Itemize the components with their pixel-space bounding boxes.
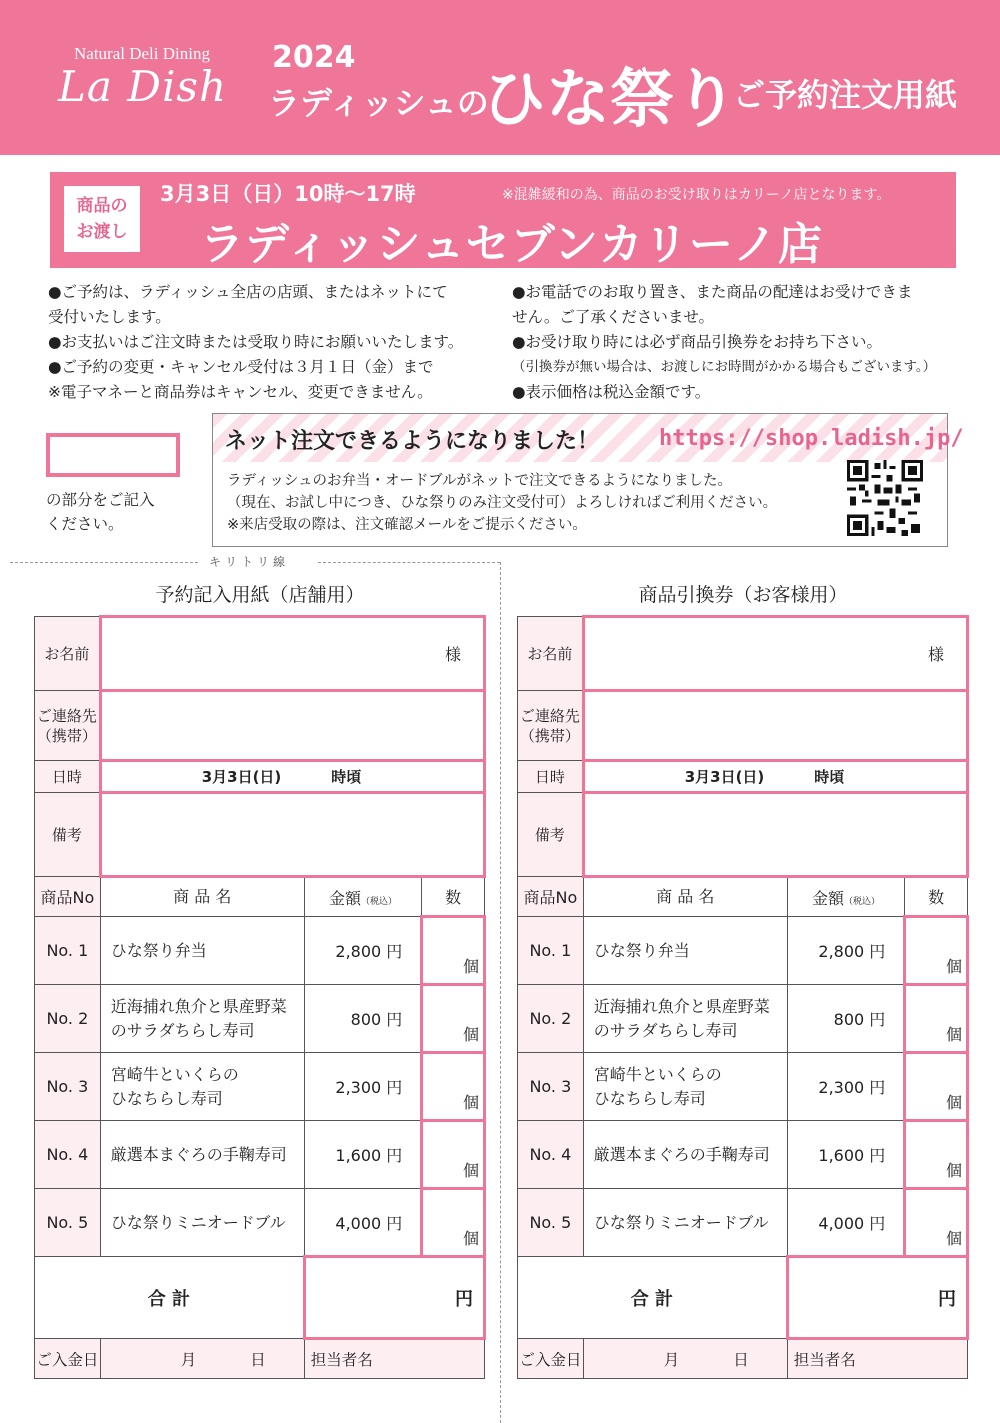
note-line: せん。ご了承くださいませ。 xyxy=(512,308,714,326)
paid-label: ご入金日 xyxy=(35,1339,101,1379)
brand-logo: La Dish xyxy=(58,62,227,111)
note-line: ●お支払いはご注文時または受取り時にお願いいたします。 xyxy=(48,333,464,351)
legend-line2: ください。 xyxy=(46,515,124,533)
col-qty-header: 数 xyxy=(422,877,485,917)
pickup-date: 3月3日（日）10時～17時 xyxy=(160,182,416,206)
table-row xyxy=(35,1121,485,1189)
day-label: 日 xyxy=(250,1350,266,1369)
product-name xyxy=(583,985,787,1053)
subtitle: ラディッシュの xyxy=(268,84,489,122)
cut-line-label: キリトリ線 xyxy=(209,555,290,569)
header-banner xyxy=(0,0,1000,155)
legend-line1: の部分をご記入 xyxy=(46,491,155,509)
qty-field[interactable]: 個 xyxy=(422,1121,485,1189)
table-row xyxy=(518,1121,968,1189)
day-label: 日 xyxy=(733,1350,749,1369)
col-price-tax: （税込） xyxy=(844,896,881,907)
col-price-header xyxy=(787,877,905,917)
pickup-band xyxy=(50,172,956,268)
table-row xyxy=(518,1189,968,1257)
month-label: 月 xyxy=(180,1350,197,1369)
table-row xyxy=(518,917,968,985)
product-price: 4,000 円 xyxy=(787,1189,905,1257)
table-row xyxy=(518,985,968,1053)
product-no: No. 1 xyxy=(518,917,584,985)
product-name xyxy=(583,1053,787,1121)
product-name-line2: ひなちらし寿司 xyxy=(110,1088,223,1108)
notes-right xyxy=(512,280,972,405)
contact-label-2: （携帯） xyxy=(36,726,97,745)
remarks-field[interactable] xyxy=(100,793,484,877)
table-row xyxy=(35,917,485,985)
product-name-line1: ひな祭り弁当 xyxy=(593,940,690,960)
note-line: 受付いたします。 xyxy=(48,308,171,326)
qty-field[interactable]: 個 xyxy=(422,917,485,985)
product-name-line2: のサラダちらし寿司 xyxy=(593,1020,738,1040)
col-no-header: 商品No xyxy=(518,877,584,917)
total-label: 合 計 xyxy=(35,1257,305,1339)
time-suffix: 時頃 xyxy=(331,768,362,786)
name-suffix: 様 xyxy=(444,645,461,664)
note-line: ●ご予約は、ラディッシュ全店の店頭、またはネットにて xyxy=(48,283,448,301)
customer-form-heading: 商品引換券（お客様用） xyxy=(638,584,848,606)
net-order-line: ※来店受取の際は、注文確認メールをご提示ください。 xyxy=(227,517,587,533)
date-label: 日時 xyxy=(518,761,584,793)
product-price: 2,300 円 xyxy=(787,1053,905,1121)
staff-field[interactable]: 担当者名 xyxy=(787,1339,967,1379)
product-name xyxy=(100,1121,304,1189)
contact-label xyxy=(518,691,584,761)
qr-code-icon[interactable] xyxy=(847,460,923,536)
name-label: お名前 xyxy=(518,617,584,691)
product-no: No. 5 xyxy=(35,1189,101,1257)
contact-label-1: ご連絡先 xyxy=(519,706,580,725)
net-order-url[interactable]: https://shop.ladish.jp/ xyxy=(659,426,964,451)
col-name-header: 商 品 名 xyxy=(583,877,787,917)
total-field[interactable]: 円 xyxy=(787,1257,967,1339)
net-order-line: （現在、お試し中につき、ひな祭りのみ注文受付可）よろしければご利用ください。 xyxy=(227,495,778,511)
store-form xyxy=(34,615,486,1379)
product-name xyxy=(583,1121,787,1189)
product-no: No. 2 xyxy=(35,985,101,1053)
note-line: ※電子マネーと商品券はキャンセル、変更できません。 xyxy=(48,383,433,401)
cut-line-left xyxy=(10,562,198,563)
table-row xyxy=(35,1189,485,1257)
col-name-header: 商 品 名 xyxy=(100,877,304,917)
product-price: 4,000 円 xyxy=(304,1189,422,1257)
product-no: No. 3 xyxy=(518,1053,584,1121)
product-name-line1: 宮崎牛といくらの xyxy=(593,1064,722,1084)
pickup-store: ラディッシュセブンカリーノ店 xyxy=(200,219,823,270)
note-line: （引換券が無い場合は、お渡しにお時間がかかる場合もございます。） xyxy=(512,359,937,375)
date-field[interactable] xyxy=(100,761,484,793)
qty-field[interactable]: 個 xyxy=(422,1189,485,1257)
brand-tagline: Natural Deli Dining xyxy=(74,44,210,63)
product-no: No. 4 xyxy=(35,1121,101,1189)
product-no: No. 4 xyxy=(518,1121,584,1189)
product-name xyxy=(100,1189,304,1257)
qty-field[interactable]: 個 xyxy=(422,985,485,1053)
total-label: 合 計 xyxy=(518,1257,788,1339)
date-value: 3月3日(日) xyxy=(201,768,282,786)
product-name-line1: 近海捕れ魚介と県産野菜 xyxy=(593,996,770,1016)
product-name xyxy=(100,917,304,985)
form-title: ご予約注文用紙 xyxy=(733,76,958,114)
pickup-label-line1: 商品の xyxy=(76,196,128,216)
paid-label: ご入金日 xyxy=(518,1339,584,1379)
paid-date-field[interactable] xyxy=(100,1339,304,1379)
contact-label xyxy=(35,691,101,761)
product-name-line1: ひな祭りミニオードブル xyxy=(593,1212,769,1232)
product-price: 800 円 xyxy=(304,985,422,1053)
net-order-heading: ネット注文できるようになりました！ xyxy=(225,429,600,454)
qty-field[interactable]: 個 xyxy=(905,985,968,1053)
contact-field[interactable] xyxy=(100,691,484,761)
contact-label-2: （携帯） xyxy=(519,726,580,745)
product-no: No. 5 xyxy=(518,1189,584,1257)
col-price-header xyxy=(304,877,422,917)
net-order-box xyxy=(212,413,964,547)
product-price: 2,800 円 xyxy=(787,917,905,985)
table-row xyxy=(35,1053,485,1121)
name-label: お名前 xyxy=(35,617,101,691)
page-title: ひな祭り xyxy=(482,62,738,137)
product-name-line2: ひなちらし寿司 xyxy=(593,1088,706,1108)
net-order-line: ラディッシュのお弁当・オードブルがネットで注文できるようになりました。 xyxy=(227,473,733,489)
product-name xyxy=(100,1053,304,1121)
col-no-header: 商品No xyxy=(35,877,101,917)
product-price: 1,600 円 xyxy=(787,1121,905,1189)
pickup-label xyxy=(64,186,140,252)
customer-form xyxy=(517,615,969,1379)
note-line: ●表示価格は税込金額です。 xyxy=(512,383,711,401)
qty-field[interactable]: 個 xyxy=(422,1053,485,1121)
qty-field[interactable]: 個 xyxy=(905,1121,968,1189)
note-line: ●お電話でのお取り置き、また商品の配達はお受けできま xyxy=(512,283,913,301)
product-name-line1: 厳選本まぐろの手鞠寿司 xyxy=(593,1144,770,1164)
product-name-line1: 厳選本まぐろの手鞠寿司 xyxy=(110,1144,287,1164)
product-name-line1: 近海捕れ魚介と県産野菜 xyxy=(110,996,287,1016)
note-line: ●ご予約の変更・キャンセル受付は３月１日（金）まで xyxy=(48,358,434,376)
contact-field[interactable] xyxy=(583,691,967,761)
table-row xyxy=(518,1053,968,1121)
pickup-label-line2: お渡し xyxy=(76,222,128,242)
product-no: No. 1 xyxy=(35,917,101,985)
product-name xyxy=(583,917,787,985)
net-order-body xyxy=(227,470,827,536)
year: 2024 xyxy=(272,40,356,75)
month-label: 月 xyxy=(663,1350,680,1369)
product-price: 800 円 xyxy=(787,985,905,1053)
qty-field[interactable]: 個 xyxy=(905,1053,968,1121)
cut-line-vertical xyxy=(500,562,501,1423)
notes-left xyxy=(48,280,488,405)
product-name-line1: ひな祭りミニオードブル xyxy=(110,1212,286,1232)
col-price-label: 金額 xyxy=(812,888,845,908)
remarks-label: 備考 xyxy=(518,793,584,877)
date-field[interactable] xyxy=(583,761,967,793)
date-value: 3月3日(日) xyxy=(684,768,765,786)
store-form-heading: 予約記入用紙（店舗用） xyxy=(155,584,365,606)
legend-text xyxy=(46,488,196,536)
name-field[interactable] xyxy=(100,617,484,691)
legend-swatch xyxy=(46,433,180,477)
remarks-label: 備考 xyxy=(35,793,101,877)
col-price-tax: （税込） xyxy=(361,896,398,907)
product-name-line2: のサラダちらし寿司 xyxy=(110,1020,255,1040)
remarks-field[interactable] xyxy=(583,793,967,877)
product-name-line1: ひな祭り弁当 xyxy=(110,940,207,960)
product-price: 2,800 円 xyxy=(304,917,422,985)
col-price-label: 金額 xyxy=(329,888,362,908)
col-qty-header: 数 xyxy=(905,877,968,917)
product-no: No. 2 xyxy=(518,985,584,1053)
name-field[interactable] xyxy=(583,617,967,691)
product-price: 2,300 円 xyxy=(304,1053,422,1121)
product-name xyxy=(100,985,304,1053)
staff-field[interactable]: 担当者名 xyxy=(304,1339,484,1379)
product-price: 1,600 円 xyxy=(304,1121,422,1189)
name-suffix: 様 xyxy=(927,645,944,664)
paid-date-field[interactable] xyxy=(583,1339,787,1379)
total-field[interactable]: 円 xyxy=(304,1257,484,1339)
contact-label-1: ご連絡先 xyxy=(36,706,97,725)
table-row xyxy=(35,985,485,1053)
product-no: No. 3 xyxy=(35,1053,101,1121)
date-label: 日時 xyxy=(35,761,101,793)
qty-field[interactable]: 個 xyxy=(905,917,968,985)
time-suffix: 時頃 xyxy=(814,768,845,786)
qty-field[interactable]: 個 xyxy=(905,1189,968,1257)
note-line: ●お受け取り時には必ず商品引換券をお持ち下さい。 xyxy=(512,333,883,351)
cut-line-right xyxy=(318,562,500,563)
pickup-note: ※混雑緩和の為、商品のお受け取りはカリーノ店となります。 xyxy=(502,187,891,203)
product-name-line1: 宮崎牛といくらの xyxy=(110,1064,239,1084)
product-name xyxy=(583,1189,787,1257)
